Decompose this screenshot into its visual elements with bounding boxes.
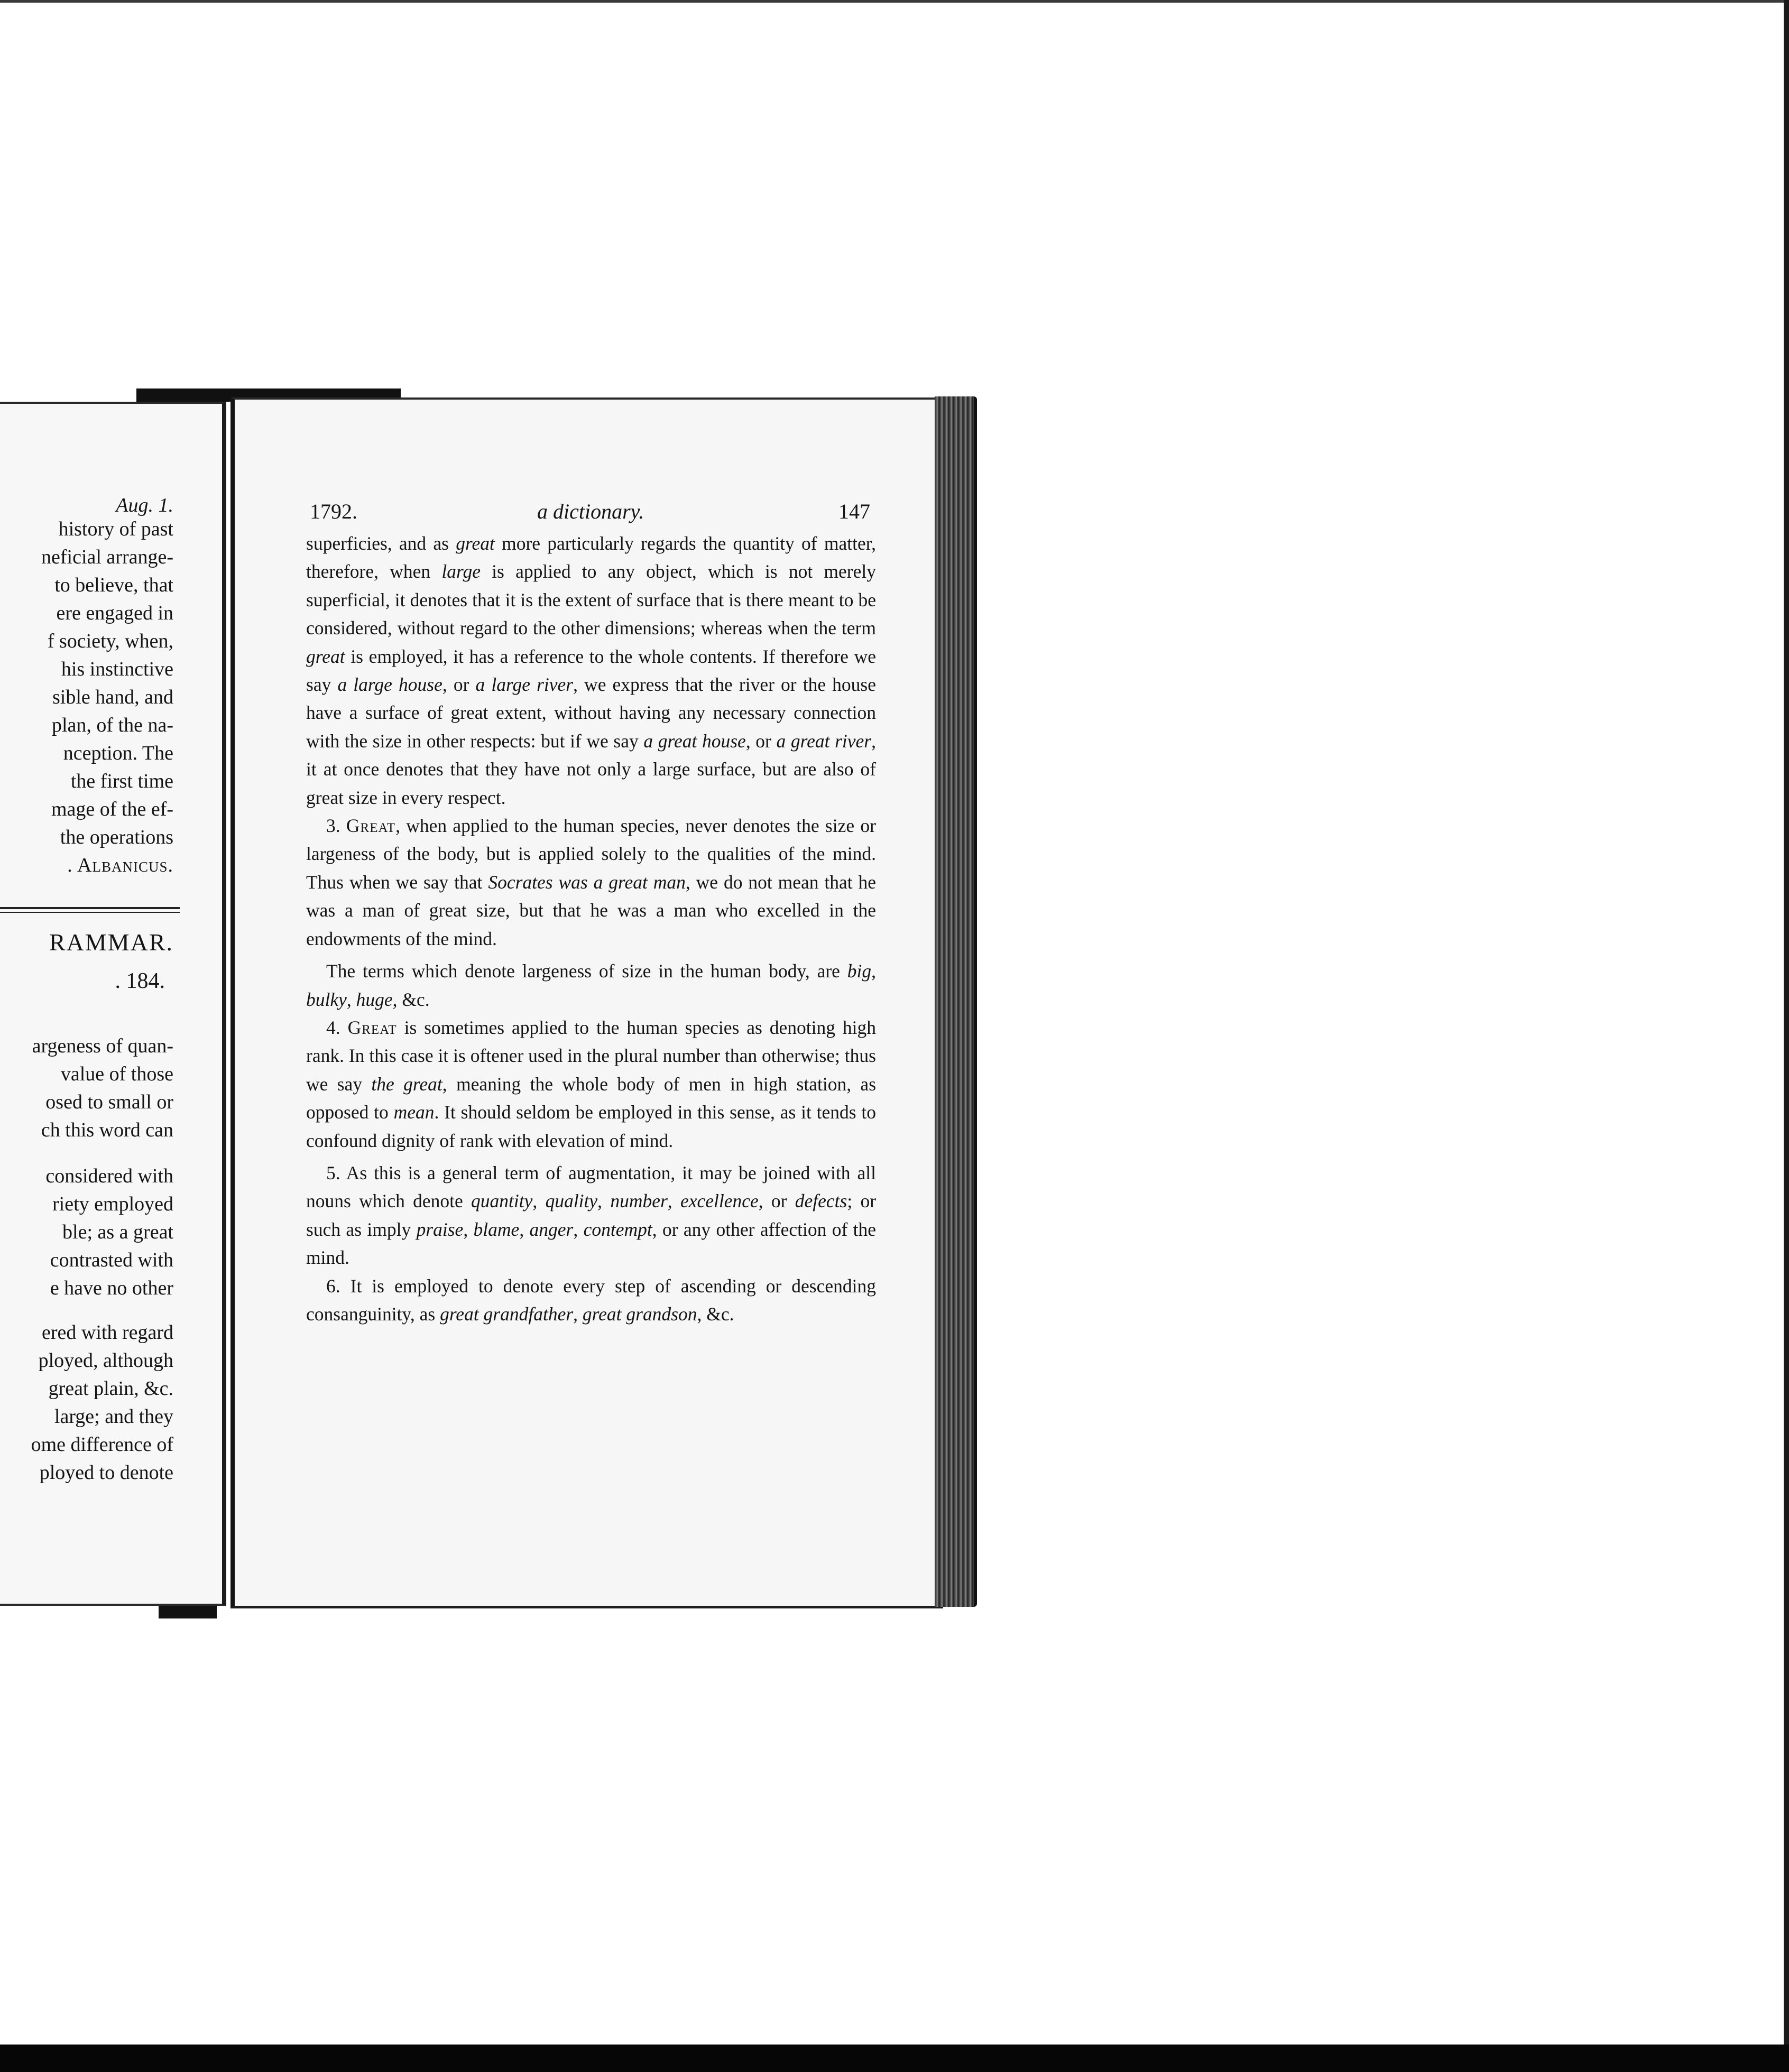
left-page-section-title: RAMMAR. [49,929,173,956]
left-page-line: sible hand, and [52,686,173,708]
left-page-signature: . Albanicus. [67,854,173,876]
paragraph-5: 5. As this is a general term of augmentation, it may be joined with all nouns which denote quantity, quality, number, excellence, or defects; or such as imply praise, blame, anger, contempt, or any other affection of the mind. [306,1162,877,1269]
left-page-line: neficial arrange- [41,546,173,568]
left-page-line: ome difference of [31,1433,173,1456]
left-page-line: argeness of quan- [32,1035,173,1057]
section-rule [0,912,180,913]
paragraph-4: 4. Great is sometimes applied to the human species as denoting high rank. In this case it is oftener used in the plural number than otherwise; thus we say the great, meaning the whole body of men in high station, as opposed to mean. It should seldom be employed in this sense, as it tends to confound dignity of rank with elevation of mind. [306,1016,877,1151]
left-page-line: mage of the ef- [51,798,173,820]
left-page-line: the first time [70,770,173,792]
left-page [0,402,226,1606]
left-page-header: Aug. 1. [116,494,173,516]
scan-top-edge [0,0,1789,3]
left-page-line: osed to small or [45,1091,173,1113]
left-page-line: f society, when, [47,630,173,652]
page-number: 147 [838,500,870,523]
left-page-line: ployed, although [38,1349,173,1372]
left-page-line: contrasted with [50,1249,173,1271]
left-page-line: ere engaged in [56,602,173,624]
paragraph-3: 3. Great, when applied to the human species, never denotes the size or largeness of the body, but is applied solely to the qualities of the mind. Thus when we say that Socrates was a great man, we do not mean that he was a man of great size, but that he was a man who excelled in the endowments of the mind. [306,815,876,949]
left-page-line: ch this word can [41,1119,173,1141]
left-page-line: plan, of the na- [51,714,173,736]
paragraph-continued: superficies, and as great more particularly regards the quantity of matter, therefore, when large is applied to any object, which is not merely superficial, it denotes that it is the extent of surface that is there meant to be considered, without regard to the other dimensions; whereas when the term great is employed, it has a reference to the whole contents. If therefore we say a large house, or a large river, we express that the river or the house have a surface of great extent, without having any necessary connection with the size in other respects: but if we say a great house, or a great river, it at once denotes that they have not only a large surface, but are also of great size in every respect. [306,533,876,808]
left-page-line: ployed to denote [39,1462,173,1484]
left-page-line: large; and they [54,1405,173,1428]
section-rule [0,907,180,909]
left-page-line: ered with regard [42,1321,173,1344]
left-page-line: ble; as a great [62,1221,173,1243]
left-page-line: nception. The [63,742,173,764]
left-page-line: history of past [58,518,173,540]
paragraph-terms: The terms which denote largeness of size in the human body, are big, bulky, huge, &c. [306,960,876,1010]
paragraph-6: 6. It is employed to denote every step of ascending or descending consanguinity, as great grandfather, great grandson, &c. [306,1275,876,1325]
running-header [310,499,870,525]
scan-bottom-band [0,2045,1789,2072]
left-page-line: to believe, that [54,574,173,596]
page-body [306,530,876,1328]
left-page-line: great plain, &c. [48,1377,173,1400]
scan-right-edge [1784,0,1789,2045]
left-page-line: the operations [60,826,173,848]
left-page-line: riety employed [52,1193,173,1215]
left-page-section-number: . 184. [115,969,165,993]
right-page [230,397,943,1608]
left-page-line: considered with [45,1165,173,1187]
left-page-line: e have no other [50,1277,173,1299]
left-page-line: his instinctive [61,658,173,680]
left-page-line: value of those [60,1063,173,1085]
running-header-year: 1792. [310,500,357,523]
book-page-edges [935,396,977,1607]
running-header-title: a dictionary. [537,500,644,523]
